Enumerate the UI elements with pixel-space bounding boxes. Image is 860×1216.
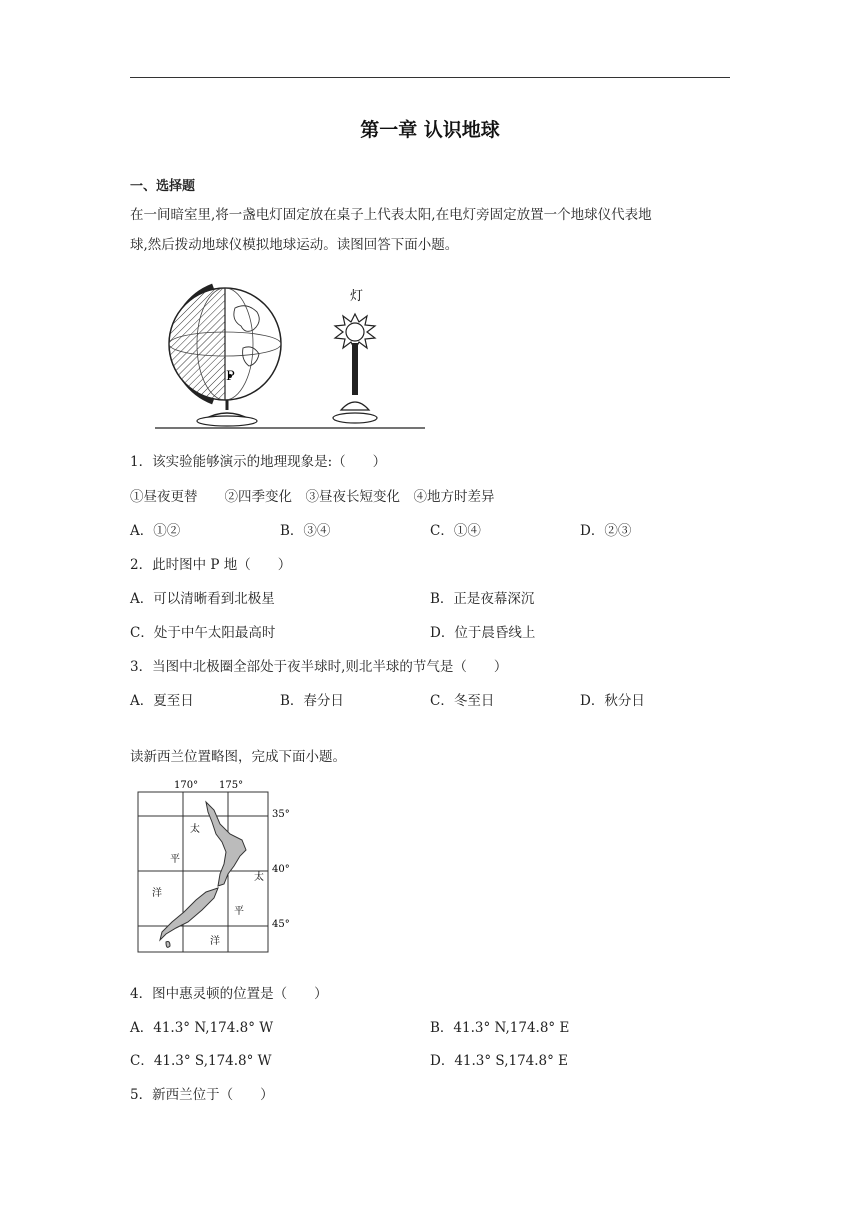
lamp-label: 灯: [350, 289, 364, 304]
q4-option-a[interactable]: A．41.3° N,174.8° W: [130, 1020, 274, 1036]
q1-stem: 1．该实验能够演示的地理现象是:（ ）: [130, 454, 387, 470]
q1-items: ①昼夜更替 ②四季变化 ③昼夜长短变化 ④地方时差异: [130, 489, 495, 505]
q1-option-b[interactable]: B．③④: [280, 523, 331, 539]
intro-line-2: 球,然后拨动地球仪模拟地球运动。读图回答下面小题。: [130, 237, 459, 253]
globe-lamp-figure: [155, 278, 445, 433]
point-p-label: P: [226, 369, 235, 384]
q1-option-c[interactable]: C．①④: [430, 523, 481, 539]
intro-line-1: 在一间暗室里,将一盏电灯固定放在桌子上代表太阳,在电灯旁固定放置一个地球仪代表地: [130, 207, 652, 223]
q3-option-c[interactable]: C．冬至日: [430, 693, 495, 709]
sea-char-3: 洋: [152, 888, 162, 899]
sea-char-5: 平: [234, 906, 244, 917]
q3-stem: 3．当图中北极圈全部处于夜半球时,则北半球的节气是（ ）: [130, 659, 508, 675]
lat-label-40: 40°: [272, 864, 290, 875]
sea-char-4: 太: [254, 872, 264, 883]
q2-option-d[interactable]: D．位于晨昏线上: [430, 625, 536, 641]
q4-stem: 4．图中惠灵顿的位置是（ ）: [130, 986, 328, 1002]
q3-option-d[interactable]: D．秋分日: [580, 693, 645, 709]
page-title: 第一章 认识地球: [360, 119, 500, 141]
intro-paragraph-2: 读新西兰位置略图，完成下面小题。: [130, 749, 346, 765]
sea-char-2: 平: [170, 854, 180, 865]
lon-label-175: 175°: [219, 780, 244, 791]
lamp: [333, 289, 377, 423]
section-heading: 一、选择题: [130, 179, 196, 194]
header-rule: [130, 77, 730, 78]
q4-option-b[interactable]: B．41.3° N,174.8° E: [430, 1020, 570, 1036]
q2-option-b[interactable]: B．正是夜幕深沉: [430, 591, 535, 607]
sea-char-6: 洋: [210, 936, 220, 947]
sea-char-1: 太: [190, 824, 200, 835]
q1-option-d[interactable]: D．②③: [580, 523, 632, 539]
q3-option-a[interactable]: A．夏至日: [130, 693, 194, 709]
q4-option-d[interactable]: D．41.3° S,174.8° E: [430, 1053, 569, 1069]
q5-stem: 5．新西兰位于（ ）: [130, 1087, 274, 1103]
lat-label-35: 35°: [272, 809, 290, 820]
q2-option-a[interactable]: A．可以清晰看到北极星: [130, 591, 275, 607]
lon-label-170: 170°: [174, 780, 199, 791]
q1-option-a[interactable]: A．①②: [130, 523, 181, 539]
q4-option-c[interactable]: C．41.3° S,174.8° W: [130, 1053, 272, 1069]
globe: [155, 286, 425, 428]
q2-option-c[interactable]: C．处于中午太阳最高时: [130, 625, 276, 641]
q3-option-b[interactable]: B．春分日: [280, 693, 344, 709]
new-zealand-map: [130, 776, 300, 958]
lat-label-45: 45°: [272, 919, 290, 930]
intro-paragraph-1: [130, 200, 730, 260]
q2-stem: 2．此时图中 P 地（ ）: [130, 557, 292, 573]
map-grid: [138, 792, 268, 952]
